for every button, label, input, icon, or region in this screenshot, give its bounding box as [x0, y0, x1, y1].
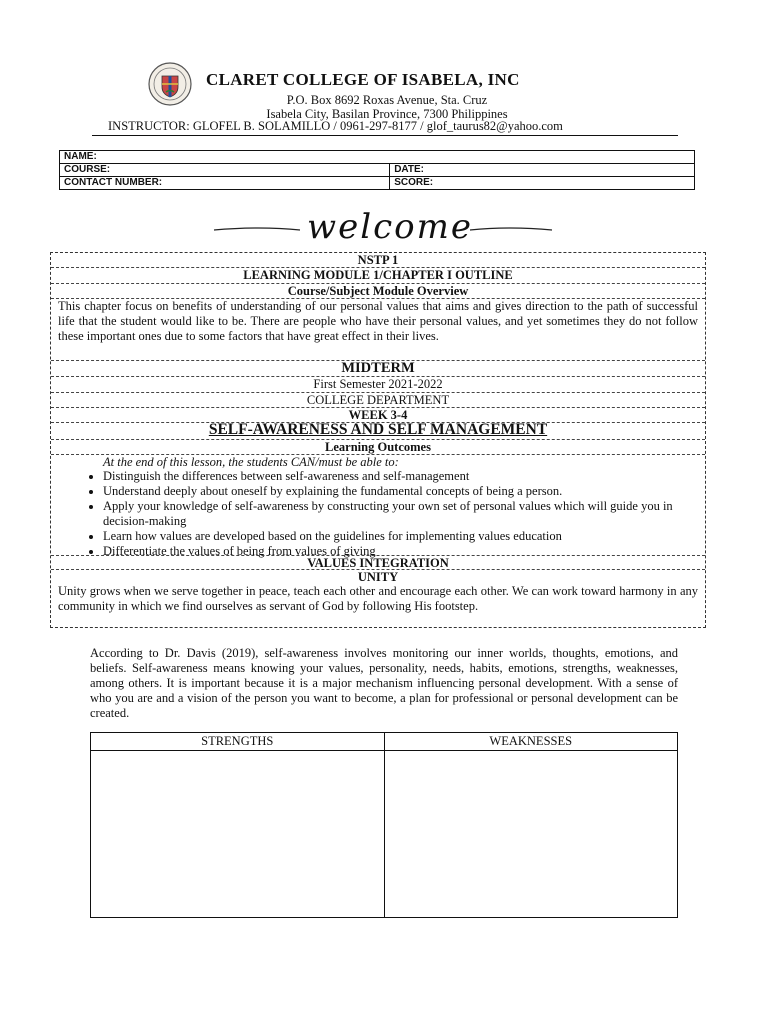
list-item: • Differentiate the values of being from values of giving	[103, 544, 697, 559]
self-awareness-paragraph: According to Dr. Davis (2019), self-awareness involves monitoring our inner worlds, thoughts, emotions, and beliefs. Self-awareness means knowing your values, personality, needs, habits, emotions, strengths, weaknesses, among others. It is important because it is a major mechanism influencing personal development. With a sense of who you are and a vision of the person you want to become, a plan for professional or personal development can be created.	[90, 646, 678, 720]
subject-code: NSTP 1	[51, 253, 705, 268]
module-outline-box	[50, 252, 706, 628]
outcomes-list	[51, 469, 705, 559]
student-info-table	[59, 150, 695, 190]
department-label: COLLEGE DEPARTMENT	[51, 393, 705, 408]
score-field[interactable]: SCORE:	[390, 177, 695, 190]
outcomes-heading: Learning Outcomes	[51, 440, 705, 455]
instructor-line: INSTRUCTOR: GLOFEL B. SOLAMILLO / 0961-297-8177 / glof_taurus82@yahoo.com	[108, 119, 563, 133]
term-label: MIDTERM	[51, 361, 705, 377]
strengths-cell[interactable]	[91, 751, 385, 918]
list-item: • Understand deeply about oneself by explaining the fundamental concepts of being a person.	[103, 484, 697, 499]
date-field[interactable]: DATE:	[390, 164, 695, 177]
list-item: • Distinguish the differences between self-awareness and self-management	[103, 469, 697, 484]
strengths-header: STRENGTHS	[91, 733, 385, 751]
values-text: Unity grows when we serve together in peace, teach each other and encourage each other. We can work toward harmony in any community in which we find ourselves as servant of God by following His footstep.	[58, 584, 698, 613]
weaknesses-cell[interactable]	[384, 751, 678, 918]
course-field[interactable]: COURSE:	[60, 164, 390, 177]
document-header	[0, 60, 768, 140]
learning-outcomes	[51, 455, 705, 558]
list-item: • Apply your knowledge of self-awareness by constructing your own set of personal values which will guide you in decision-making	[103, 499, 697, 529]
semester-label: First Semester 2021-2022	[51, 377, 705, 393]
values-integration-heading: VALUES INTEGRATION	[51, 555, 705, 570]
college-name: CLARET COLLEGE OF ISABELA, INC	[206, 70, 520, 89]
lesson-title: SELF-AWARENESS AND SELF MANAGEMENT	[51, 423, 705, 440]
address-line-1: P.O. Box 8692 Roxas Avenue, Sta. Cruz	[286, 93, 488, 107]
contact-number-field[interactable]: CONTACT NUMBER:	[60, 177, 390, 190]
welcome-banner	[0, 204, 768, 248]
welcome-script-text: welcome	[307, 207, 473, 247]
address-line-2: Isabela City, Basilan Province, 7300 Philippines	[266, 107, 508, 121]
outcomes-intro: At the end of this lesson, the students CAN/must be able to:	[103, 455, 399, 469]
list-item: • Learn how values are developed based on the guidelines for implementing values education	[103, 529, 697, 544]
week-label: WEEK 3-4	[51, 408, 705, 423]
values-theme: UNITY	[357, 570, 399, 584]
overview-text: This chapter focus on benefits of understanding of our personal values that aims and gives direction to the path of successful life that the student would like to be. There are people who have their personal values, and yet sometimes they do not follow these important ones due to some factors that have great effect in their lives.	[51, 299, 705, 361]
module-title: LEARNING MODULE 1/CHAPTER I OUTLINE	[51, 268, 705, 284]
header-divider	[92, 135, 678, 136]
name-field[interactable]: NAME:	[60, 151, 695, 164]
strengths-weaknesses-table	[90, 732, 678, 918]
weaknesses-header: WEAKNESSES	[384, 733, 678, 751]
overview-heading: Course/Subject Module Overview	[51, 284, 705, 299]
